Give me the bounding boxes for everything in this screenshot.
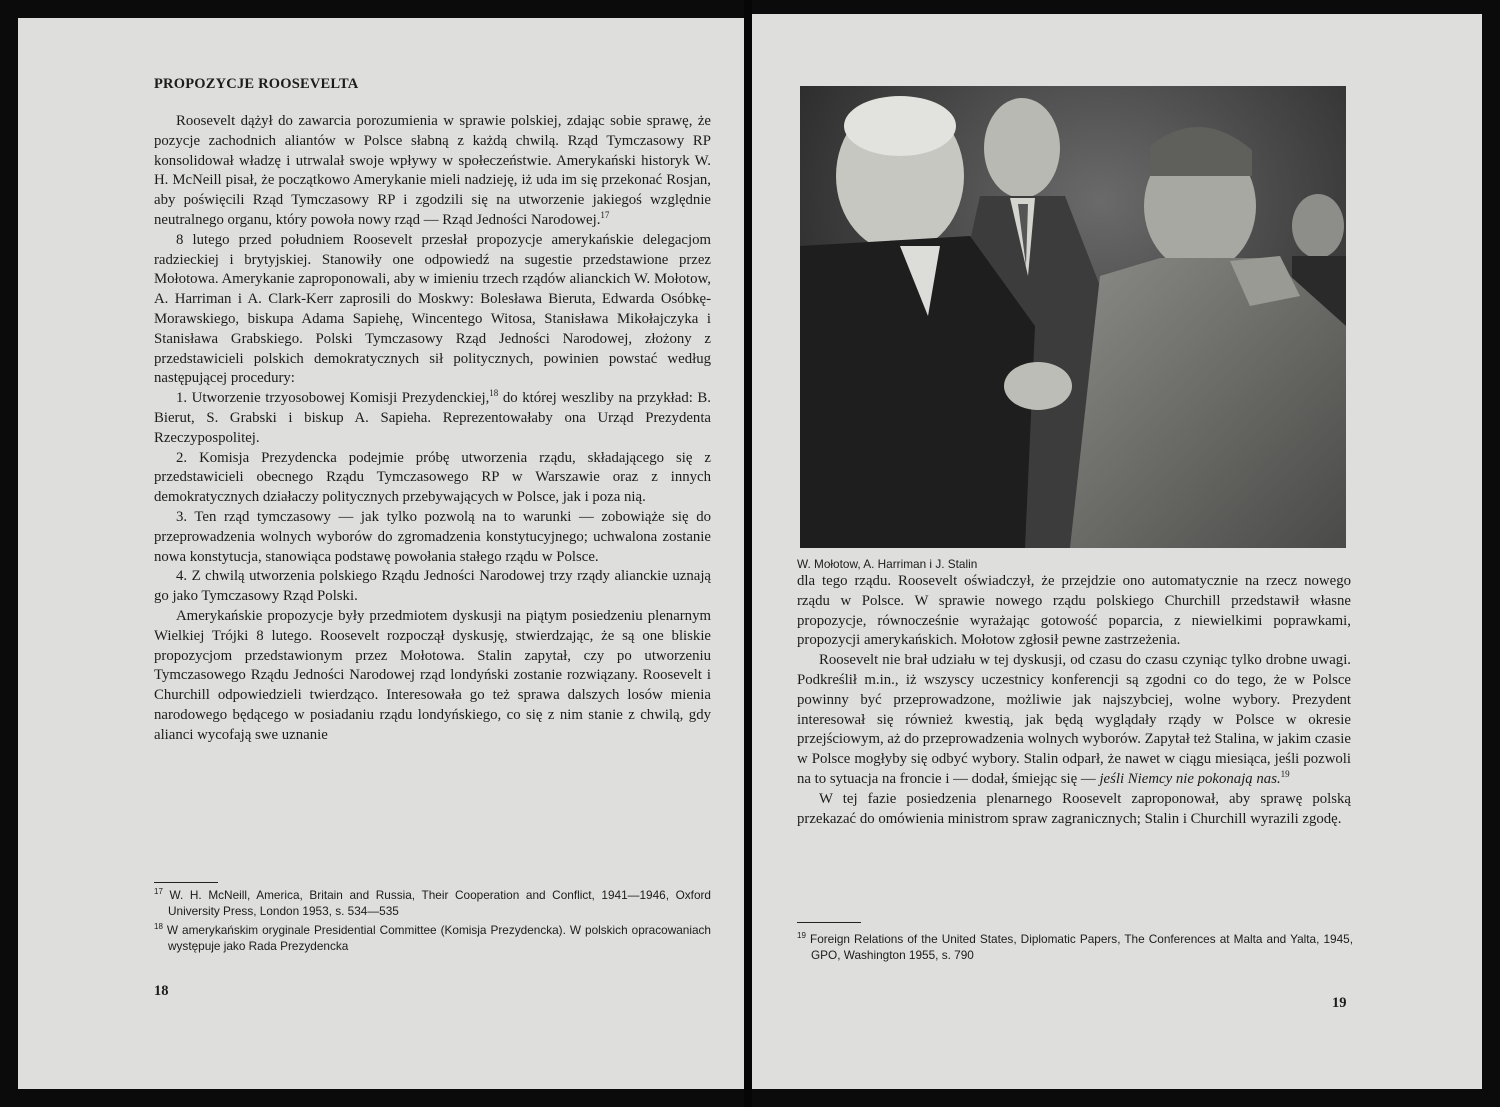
footnote-divider (154, 882, 218, 883)
paragraph (154, 112, 711, 231)
left-body-text (154, 112, 711, 746)
footnote (154, 919, 711, 954)
historical-photo (800, 86, 1346, 548)
footnote-divider (797, 922, 861, 923)
page-number: 19 (1332, 995, 1347, 1011)
list-item: 4. Z chwilą utworzenia polskiego Rządu Jedności Narodowej trzy rządy alianckie uznają go jako Tymczasowy Rząd Polski. (154, 568, 711, 605)
list-item (154, 389, 711, 448)
page-number: 18 (154, 983, 169, 999)
chapter-heading: PROPOZYCJE ROOSEVELTA (154, 76, 359, 92)
left-footnotes (154, 884, 711, 954)
right-footnotes (797, 928, 1353, 963)
paragraph: dla tego rządu. Roosevelt oświadczył, że przejdzie ono automatycznie na rzecz nowego rządu w Polsce. W sprawie nowego rządu polskiego Churchill przedstawił własne propozycje, równocześnie wyrażając gotowość poparcia, z niewielkimi poprawkami, propozycji amerykańskich. Mołotow zgłosił pewne zastrzeżenia. (797, 573, 1351, 649)
paragraph: Amerykańskie propozycje były przedmiotem dyskusji na piątym posiedzeniu plenarnym Wielkiej Trójki 8 lutego. Roosevelt rozpoczął dyskusję, stwierdzając, że są one bliskie propozycjom przedstawionym przez Mołotowa. Stalin zapytał, czy po utworzeniu Tymczasowego Rządu Jedności Narodowej rząd londyński zostanie rozwiązany. Roosevelt i Churchill odpowiedzieli twierdząco. Interesowała go też sprawa dalszych losów mienia narodowego będącego w posiadaniu rządu londyńskiego, co się z nim stanie z chwilą, gdy alianci wycofają swe uznanie (154, 607, 711, 743)
footnote-ref: 19 (1280, 769, 1290, 780)
footnote-number: 19 (797, 931, 806, 940)
photo-caption: W. Mołotow, A. Harriman i J. Stalin (797, 557, 978, 571)
footnote-number: 17 (154, 887, 163, 896)
footnote (154, 884, 711, 919)
footnote-number: 18 (154, 921, 163, 931)
paragraph: W tej fazie posiedzenia plenarnego Roosevelt zaproponował, aby sprawę polską przekazać do omówienia ministrom spraw zagranicznych; Stalin i Churchill wyrazili zgodę. (797, 790, 1351, 827)
quote-text: jeśli Niemcy nie pokonają nas. (1099, 770, 1281, 787)
list-item-text: 1. Utworzenie trzyosobowej Komisji Prezydenckiej, (176, 390, 490, 407)
list-item-text: do której weszliby na przykład: B. Bierut, S. Grabski i biskup A. Sapieha. Reprezentowałaby ona Urząd Prezydenta Rzeczypospolitej. (154, 390, 711, 446)
footnote (797, 928, 1353, 963)
footnote-text: Foreign Relations of the United States, Diplomatic Papers, The Conferences at Malta and Yalta, 1945, GPO, Washington 1955, s. 790 (809, 931, 1353, 962)
paragraph-text: Roosevelt nie brał udziału w tej dyskusji, od czasu do czasu czyniąc tylko drobne uwagi. Podkreślił m.in., iż wszyscy uczestnicy konferencji są zgodni co do tego, że w Polsce powinny być przeprowadzone, możliwie jak najszybciej, wolne wybory. Prezydent interesował się również kwestią, jak będą wyglądały rządy w Polsce w okresie przejściowym, aż do przeprowadzenia wolnych wyborów. Zapytał też Stalina, w jakim czasie w Polsce mogłyby się odbyć wybory. Stalin odparł, że nawet w ciągu miesiąca, jeśli pozwoli na to sytuacja na froncie i — dodał, śmiejąc się — (797, 652, 1351, 787)
right-body-text (797, 572, 1351, 829)
footnote-ref: 17 (600, 210, 610, 221)
footnote-ref: 18 (489, 388, 499, 399)
footnote-text: W amerykańskim oryginale Presidential Committee (Komisja Prezydencka). W polskich opracowaniach występuje jako Rada Prezydencka (166, 922, 711, 953)
list-item: 2. Komisja Prezydencka podejmie próbę utworzenia rządu, składającego się z przedstawicieli obecnego Rządu Tymczasowego RP w Warszawie oraz z innych demokratycznych działaczy politycznych przebywających w Polsce, jak i poza nią. (154, 449, 711, 506)
footnote-text: W. H. McNeill, America, Britain and Russia, Their Cooperation and Conflict, 1941—1946, Oxford University Press, London 1953, s. 534—535 (168, 887, 711, 918)
book-spine (744, 0, 752, 1107)
paragraph: 8 lutego przed południem Roosevelt przesłał propozycje amerykańskie delegacjom radzieckiej i brytyjskiej. Stanowiły one odpowiedź na sugestie przedstawione przez Mołotowa. Amerykanie zaproponowali, aby w imieniu trzech rządów alianckich W. Mołotow, A. Harriman i A. Clark-Kerr zaprosili do Moskwy: Bolesława Bieruta, Edwarda Osóbkę-Morawskiego, biskupa Adama Sapiehę, Wincentego Witosa, Stanisława Mikołajczyka i Stanisława Grabskiego. Polski Tymczasowy Rząd Jedności Narodowej, złożony z przedstawicieli polskich demokratycznych sił politycznych, powinien powstać według następującej procedury: (154, 231, 711, 387)
right-page (752, 14, 1482, 1089)
paragraph-text: Roosevelt dążył do zawarcia porozumienia w sprawie polskiej, zdając sobie sprawę, że pozycje zachodnich aliantów w Polsce słabną z każdą chwilą. Rząd Tymczasowy RP konsolidował władzę i utrwalał swoje wpływy w społeczeństwie. Amerykański historyk W. H. McNeill pisał, że początkowo Amerykanie mieli nadzieję, iż uda im się przekonać Rosjan, aby poświęcili Rząd Tymczasowy RP i zgodzili się na utworzenie jakiegoś względnie neutralnego organu, który powoła nowy rząd — Rząd Jedności Narodowej. (154, 113, 711, 228)
paragraph (797, 651, 1351, 790)
left-page (18, 18, 744, 1089)
list-item: 3. Ten rząd tymczasowy — jak tylko pozwolą na to warunki — zobowiąże się do przeprowadzenia wolnych wyborów do zgromadzenia konstytucyjnego; uchwalona zostanie nowa konstytucja, stanowiąca podstawę powołania stałego rządu w Polsce. (154, 508, 711, 565)
photo-image (800, 86, 1346, 548)
